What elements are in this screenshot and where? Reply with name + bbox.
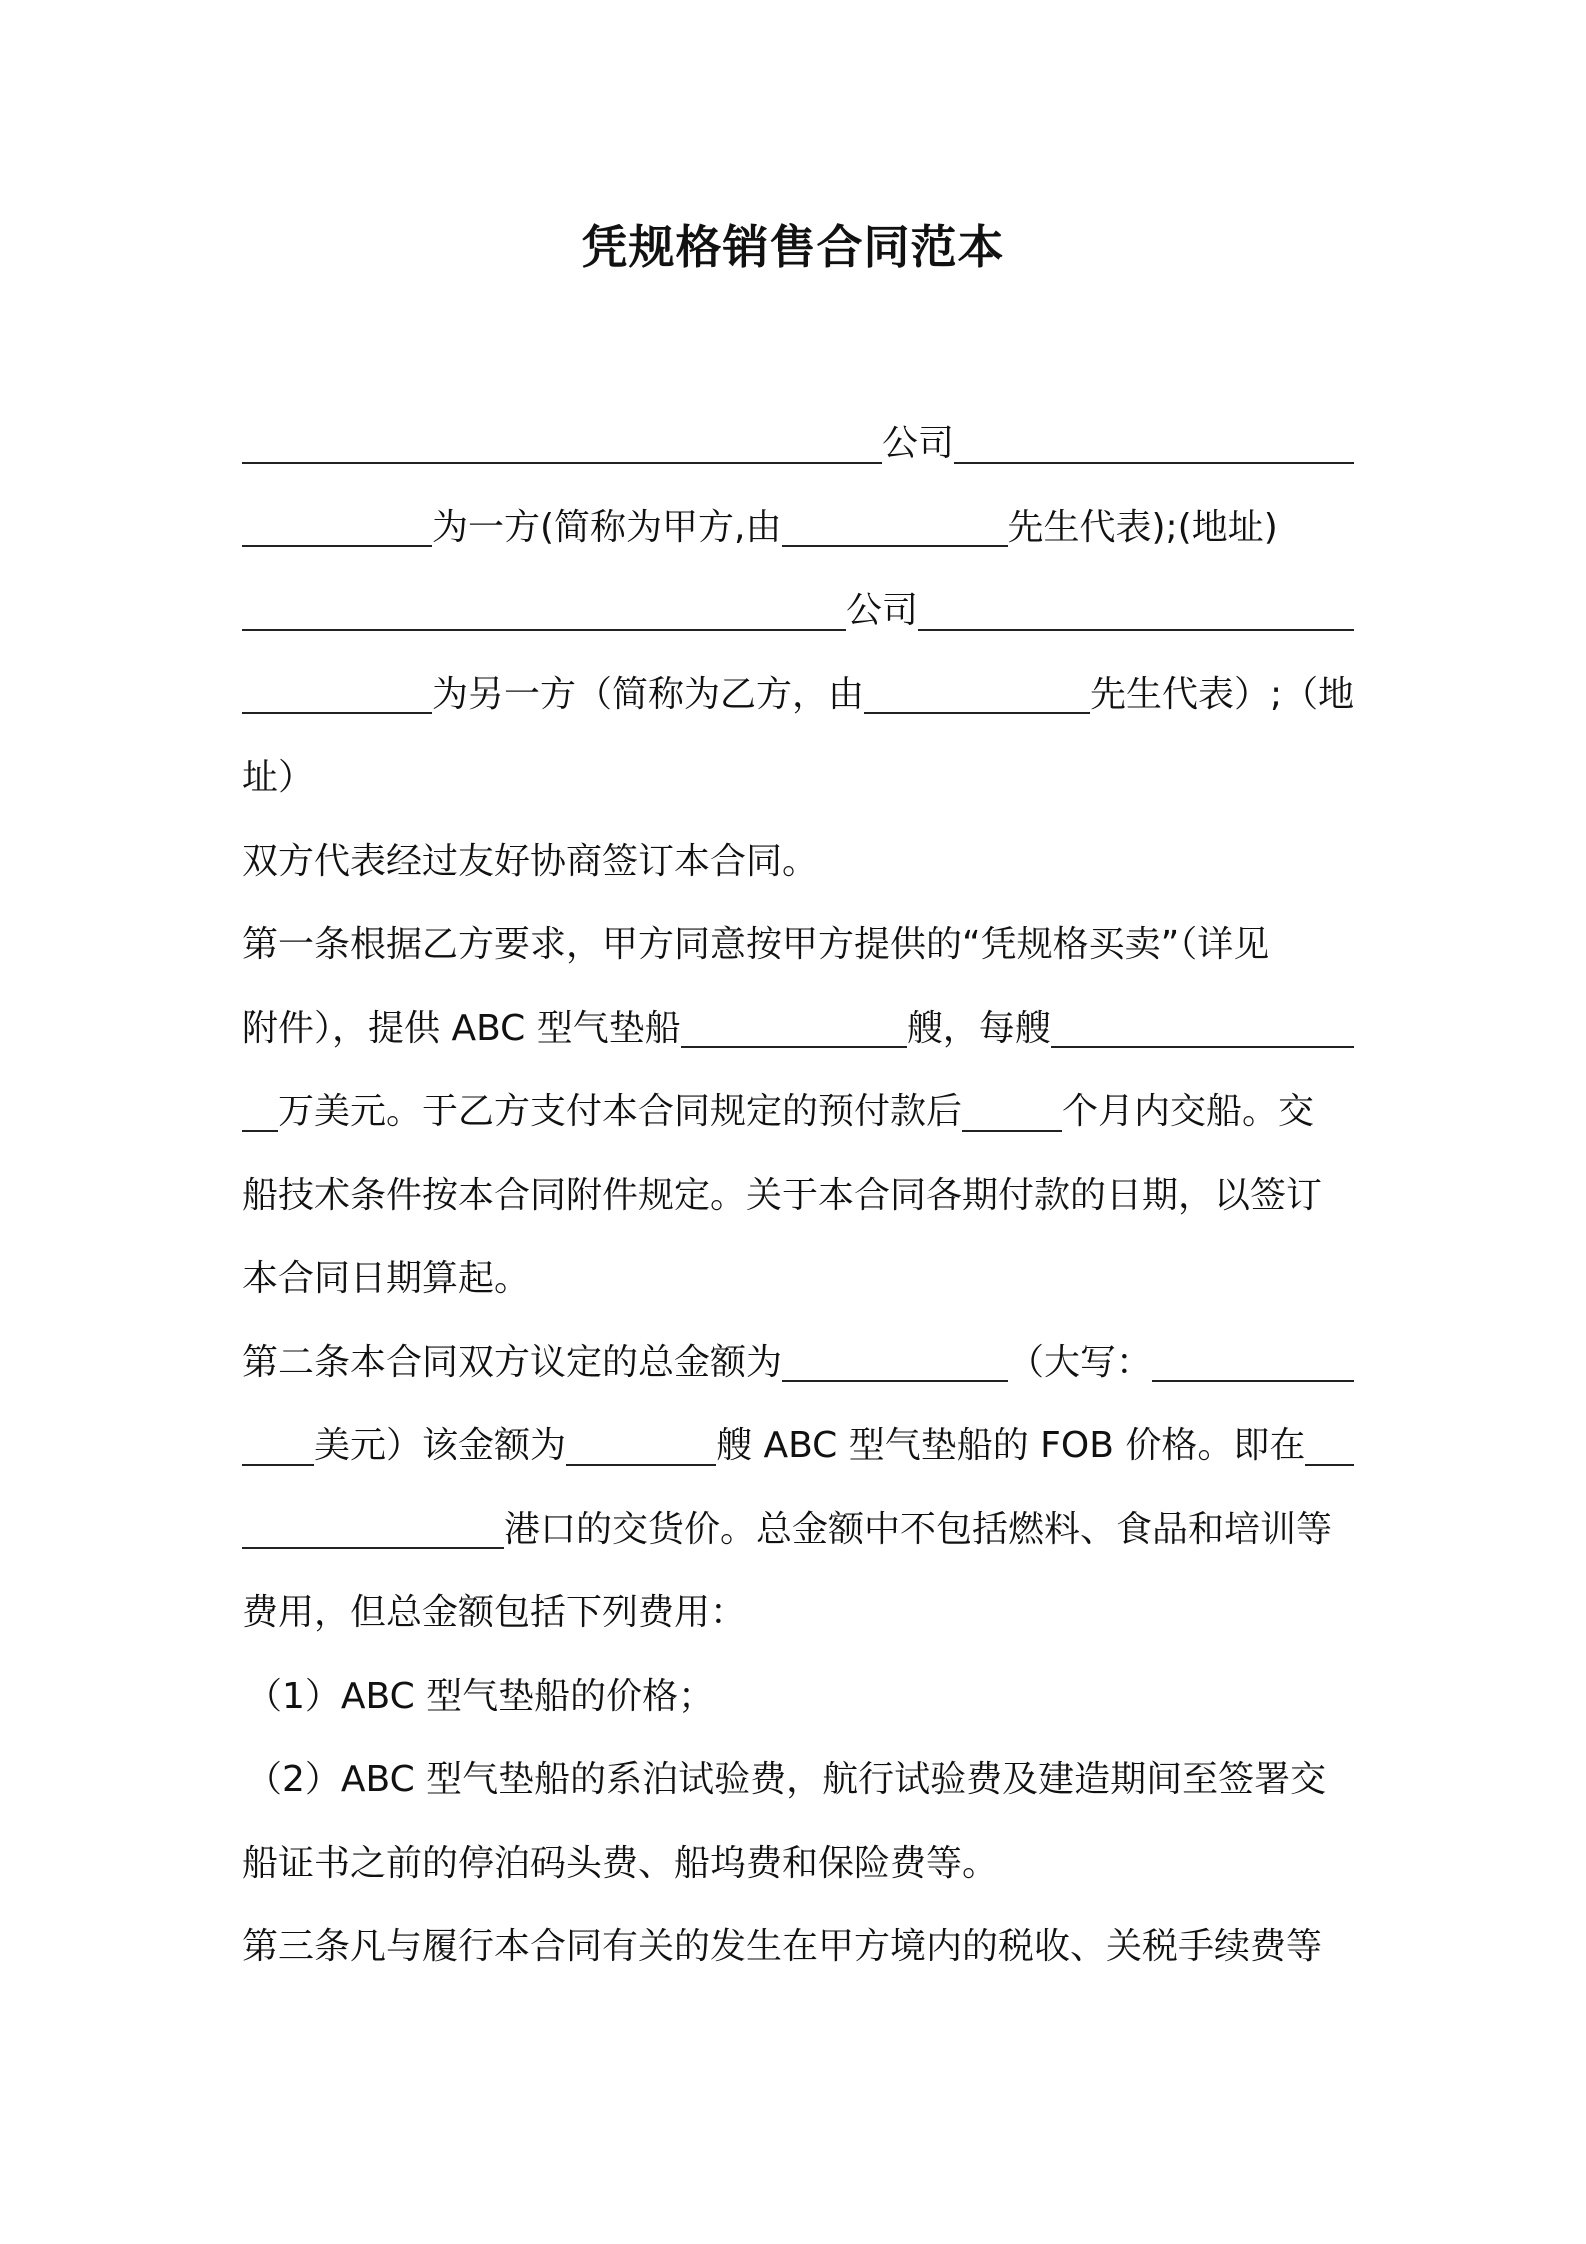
party-a-company-line xyxy=(242,402,1354,486)
article-1-line-3 xyxy=(242,1070,1354,1154)
agreement-text: 双方代表经过友好协商签订本合同。 xyxy=(242,840,819,882)
party-b-company-blank[interactable] xyxy=(242,591,846,631)
article-2-item-2 xyxy=(242,1738,1354,1822)
article-1-line-4 xyxy=(242,1154,1354,1238)
party-b-company-line xyxy=(242,569,1354,653)
amount-in-words-blank[interactable] xyxy=(1152,1342,1354,1382)
article-2-text: 艘 ABC 型气垫船的 FOB 价格。即在 xyxy=(716,1425,1306,1466)
contract-body xyxy=(242,402,1354,1989)
article-2-line-1 xyxy=(242,1321,1354,1405)
address-text: 址） xyxy=(242,757,315,798)
article-1-text: 第一条根据乙方要求，甲方同意按甲方提供的“凭规格买卖”（详见 xyxy=(242,924,1270,965)
article-2-text: 费用，但总金额包括下列费用： xyxy=(242,1592,747,1633)
party-b-company-blank-2[interactable] xyxy=(918,591,1354,631)
party-a-address-text: 先生代表);(地址) xyxy=(1007,506,1278,548)
article-3-text: 第三条凡与履行本合同有关的发生在甲方境内的税收、关税手续费等 xyxy=(242,1926,1323,1967)
agreement-line xyxy=(242,820,1354,904)
article-2-item-2-cont xyxy=(242,1822,1354,1906)
unit-price-blank-cont[interactable] xyxy=(242,1092,278,1132)
party-a-name-blank[interactable] xyxy=(242,507,432,547)
party-b-address-text: 先生代表）;（地 xyxy=(1090,673,1355,715)
article-1-text: 万美元。于乙方支付本合同规定的预付款后 xyxy=(278,1091,963,1132)
party-a-company-blank-2[interactable] xyxy=(954,424,1354,464)
port-blank-cont[interactable] xyxy=(242,1509,504,1549)
article-2-text: 美元）该金额为 xyxy=(314,1425,567,1466)
party-b-text: 为另一方（简称为乙方，由 xyxy=(432,673,865,715)
article-1-text: 船技术条件按本合同附件规定。关于本合同各期付款的日期，以签订 xyxy=(242,1174,1323,1216)
party-a-company-blank[interactable] xyxy=(242,424,882,464)
article-2-text: 港口的交货价。总金额中不包括燃料、食品和培训等 xyxy=(504,1508,1333,1550)
article-1-line-5 xyxy=(242,1237,1354,1321)
party-a-text: 为一方(简称为甲方,由 xyxy=(432,506,782,548)
unit-price-blank[interactable] xyxy=(1051,1008,1354,1048)
article-2-text: （大写： xyxy=(1008,1341,1153,1383)
total-amount-blank[interactable] xyxy=(782,1342,1008,1382)
vessel-quantity-blank[interactable] xyxy=(681,1008,907,1048)
article-2-line-3 xyxy=(242,1488,1354,1572)
port-blank[interactable] xyxy=(1305,1426,1354,1466)
article-1-line-1 xyxy=(242,903,1354,987)
delivery-months-blank[interactable] xyxy=(962,1092,1062,1132)
amount-in-words-blank-cont[interactable] xyxy=(242,1426,314,1466)
article-2-text: 第二条本合同双方议定的总金额为 xyxy=(242,1341,783,1383)
article-2-item-1 xyxy=(242,1655,1354,1739)
article-1-line-2 xyxy=(242,987,1354,1071)
company-label: 公司 xyxy=(882,423,955,464)
article-1-text: 艘，每艘 xyxy=(906,1007,1051,1049)
party-b-representative-line xyxy=(242,653,1354,737)
article-2-line-2 xyxy=(242,1404,1354,1488)
article-2-item-text: （2）ABC 型气垫船的系泊试验费，航行试验费及建造期间至签署交 xyxy=(246,1759,1327,1800)
article-2-item-text: （1）ABC 型气垫船的价格； xyxy=(246,1675,715,1717)
party-b-name-blank[interactable] xyxy=(242,674,432,714)
vessel-count-blank[interactable] xyxy=(566,1426,716,1466)
party-b-representative-blank[interactable] xyxy=(864,674,1090,714)
article-2-item-text: 船证书之前的停泊码头费、船坞费和保险费等。 xyxy=(242,1842,999,1884)
document-title: 凭规格销售合同范本 xyxy=(581,220,1005,274)
article-1-text: 个月内交船。交 xyxy=(1062,1091,1315,1132)
article-2-line-4 xyxy=(242,1571,1354,1655)
article-1-text: 附件），提供 ABC 型气垫船 xyxy=(242,1007,681,1049)
article-1-text: 本合同日期算起。 xyxy=(242,1258,531,1299)
party-a-representative-line xyxy=(242,486,1354,570)
company-label: 公司 xyxy=(846,590,919,631)
article-3-line-1 xyxy=(242,1905,1354,1989)
party-a-representative-blank[interactable] xyxy=(782,507,1008,547)
address-continuation-line xyxy=(242,736,1354,820)
